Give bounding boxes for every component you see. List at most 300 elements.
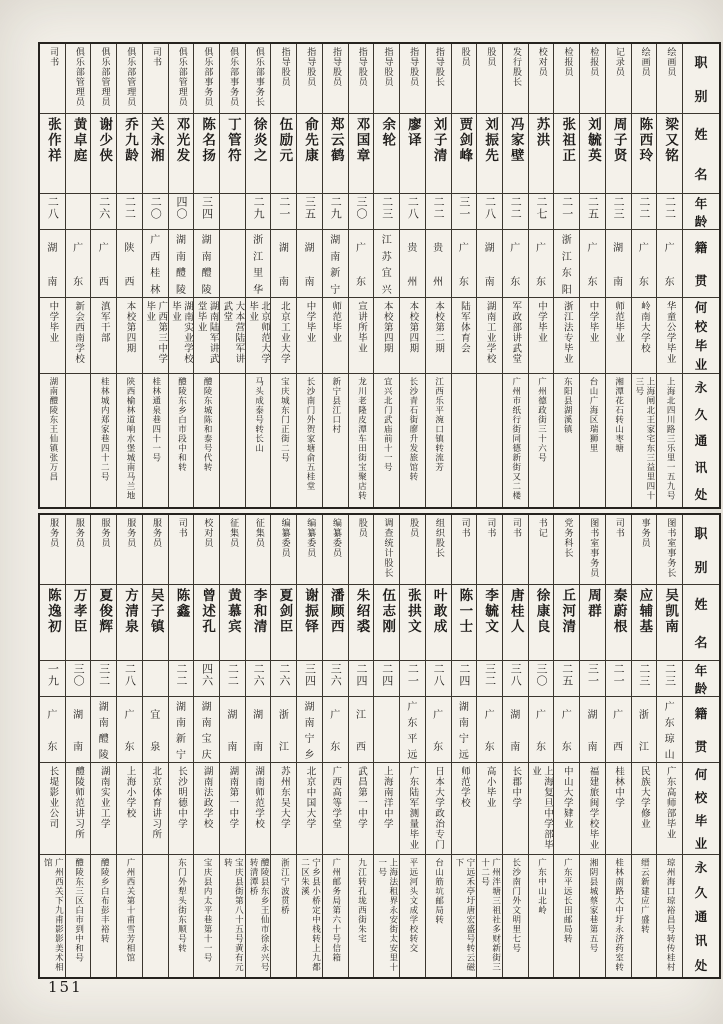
cell-origin — [194, 230, 219, 298]
job-text: 党务科长 — [562, 518, 573, 558]
name-text: 邓国章 — [353, 117, 370, 164]
cell-age — [606, 194, 631, 230]
school-text: 师范学校 — [458, 766, 470, 808]
cell-name — [400, 114, 425, 194]
person-column — [580, 44, 606, 507]
char: 湖 — [304, 243, 315, 255]
cell-name — [657, 114, 682, 194]
address-text: 醴陵东三区白市到中和号 — [73, 858, 84, 963]
cell-job — [143, 44, 168, 114]
cell-school — [220, 763, 245, 855]
name-text: 李和清 — [250, 588, 267, 635]
name-text: 陈一士 — [456, 588, 473, 635]
cell-name — [529, 114, 554, 194]
cell-origin — [271, 230, 296, 298]
cell-school — [426, 763, 451, 855]
char: 乡 — [304, 750, 315, 762]
school-text: 军政部讲武堂 — [510, 301, 522, 364]
person-column — [246, 515, 272, 977]
cell-job — [452, 44, 477, 114]
cell-age — [117, 661, 142, 697]
char: 广 — [124, 709, 135, 721]
char: 南 — [587, 742, 598, 754]
job-text: 检报员 — [562, 47, 573, 77]
origin-text — [117, 697, 142, 762]
cell-name — [117, 585, 142, 661]
char: 南 — [458, 717, 469, 729]
person-column — [503, 44, 529, 507]
person-column — [220, 44, 246, 507]
char: 陕 — [124, 243, 135, 255]
cell-job — [117, 515, 142, 585]
cell-address — [452, 374, 477, 507]
cell-address — [271, 855, 296, 977]
cell-origin — [91, 230, 116, 298]
person-column — [452, 44, 478, 507]
school-text: 广东陆军测量毕业 — [407, 766, 419, 850]
cell-origin — [426, 230, 451, 298]
job-text: 校对员 — [536, 47, 547, 77]
cell-age — [323, 194, 348, 230]
cell-job — [503, 515, 528, 585]
age-text: 二六 — [97, 196, 111, 220]
origin-text — [323, 230, 348, 297]
cell-job — [606, 44, 631, 114]
cell-origin — [40, 697, 65, 763]
school-text: 湖南实业学校毕业 — [169, 301, 193, 364]
char: 浙 — [253, 234, 264, 246]
char: 广 — [458, 243, 469, 255]
school-text: 中学毕业 — [536, 301, 548, 343]
cell-origin — [503, 697, 528, 763]
cell-school — [66, 298, 91, 374]
cell-name — [580, 585, 605, 661]
cell-name — [220, 585, 245, 661]
cell-age — [323, 661, 348, 697]
name-text: 朱绍裘 — [353, 588, 370, 635]
address-text: 桂林城内郑家巷四十二号 — [99, 377, 110, 482]
cell-address — [40, 855, 65, 977]
job-text: 发行股长 — [511, 47, 522, 87]
cell-origin — [503, 230, 528, 298]
address-text: 台山筋坑邮局转 — [433, 858, 444, 925]
job-text: 股员 — [485, 47, 496, 67]
cell-school — [169, 763, 194, 855]
char: 校 — [694, 319, 708, 335]
cell-origin — [271, 697, 296, 763]
name-text: 吴凯南 — [662, 588, 679, 635]
cell-origin — [40, 230, 65, 298]
roster-table-bottom — [38, 513, 721, 979]
origin-text — [194, 230, 219, 297]
job-text: 编纂委员 — [331, 518, 342, 558]
char: 东 — [330, 742, 341, 754]
cell-origin — [349, 230, 374, 298]
origin-text — [143, 230, 168, 297]
school-text: 北京体育讲习所 — [150, 766, 162, 840]
cell-row-header — [683, 194, 719, 230]
person-column — [503, 515, 529, 977]
cell-job — [143, 515, 168, 585]
school-text: 广西第三中学毕业 — [144, 301, 168, 364]
cell-school — [194, 763, 219, 855]
cell-age — [143, 194, 168, 230]
cell-origin — [632, 697, 657, 763]
cell-name — [426, 114, 451, 194]
row-header-text — [683, 763, 719, 854]
char: 广 — [587, 243, 598, 255]
cell-age — [66, 661, 91, 697]
cell-origin — [117, 697, 142, 763]
cell-address — [220, 374, 245, 507]
origin-text — [297, 697, 322, 762]
school-text: 上海小学校 — [124, 766, 136, 819]
job-text: 图书室事务员 — [588, 518, 599, 578]
cell-job — [554, 515, 579, 585]
origin-text — [374, 697, 399, 762]
name-text: 曾述孔 — [199, 588, 216, 635]
char: 西 — [124, 276, 135, 288]
origin-text — [606, 697, 631, 762]
school-text: 新会西南学校 — [73, 301, 85, 364]
char: 兴 — [381, 285, 392, 297]
age-text: 二八 — [123, 663, 137, 687]
char: 广 — [536, 243, 547, 255]
age-text: 一九 — [46, 663, 60, 687]
job-text: 俱乐部事务员 — [202, 47, 213, 107]
cell-name — [349, 585, 374, 661]
char: 湖 — [73, 709, 84, 721]
char: 南 — [330, 251, 341, 263]
name-text: 邓光发 — [173, 117, 190, 164]
address-text: 宝庆县街第八十五号黄有元转 — [222, 858, 244, 972]
age-text: 二六 — [277, 663, 291, 687]
cell-job — [66, 515, 91, 585]
char: 东 — [561, 742, 572, 754]
row-header-text — [683, 697, 719, 762]
cell-age — [169, 194, 194, 230]
row-header-column — [683, 44, 719, 507]
char: 华 — [253, 285, 264, 297]
cell-address — [606, 855, 631, 977]
cell-job — [529, 44, 554, 114]
char: 广 — [561, 709, 572, 721]
char: 西 — [613, 742, 624, 754]
person-column — [632, 44, 658, 507]
name-text: 徐炎之 — [250, 117, 267, 164]
name-text: 陈鑫 — [173, 588, 190, 619]
age-text: 二二 — [637, 196, 651, 220]
age-text: 二二 — [123, 196, 137, 220]
cell-school — [503, 298, 528, 374]
cell-age — [657, 194, 682, 230]
cell-job — [657, 44, 682, 114]
char: 龄 — [694, 681, 708, 696]
name-text: 潘顾西 — [327, 588, 344, 635]
cell-job — [40, 515, 65, 585]
address-text: 醴陵东乡白市段中和转 — [176, 377, 187, 472]
char: 醴 — [201, 268, 212, 280]
char: 宁 — [175, 750, 186, 762]
name-text: 应辅基 — [636, 588, 653, 635]
name-text: 刘毓英 — [584, 117, 601, 164]
address-text: 上海闸北王家宅东三益里四十三号 — [633, 377, 655, 501]
name-text: 梁又铭 — [662, 117, 679, 164]
cell-origin — [297, 697, 322, 763]
age-text: 二三 — [612, 196, 626, 220]
cell-origin — [554, 697, 579, 763]
char: 广 — [638, 243, 649, 255]
address-text: 台山广海区瑞狮里 — [587, 377, 598, 453]
cell-name — [477, 114, 502, 194]
origin-text — [349, 697, 374, 762]
char: 东 — [407, 717, 418, 729]
cell-name — [554, 585, 579, 661]
origin-text — [169, 230, 194, 297]
origin-text — [323, 697, 348, 762]
cell-school — [632, 763, 657, 855]
address-text: 江西乐平涴口镇转流芳 — [433, 377, 444, 472]
age-text: 二二 — [226, 663, 240, 687]
cell-address — [297, 374, 322, 507]
age-text: 二二 — [432, 196, 446, 220]
age-text: 二一 — [406, 663, 420, 687]
person-column — [169, 44, 195, 507]
cell-address — [194, 374, 219, 507]
cell-name — [323, 585, 348, 661]
name-text: 万孝臣 — [70, 588, 87, 635]
cell-name — [40, 114, 65, 194]
cell-origin — [323, 697, 348, 763]
cell-origin — [143, 230, 168, 298]
name-text: 刘子清 — [430, 117, 447, 164]
name-text: 苏洪 — [533, 117, 550, 148]
name-text: 谢少侠 — [96, 117, 113, 164]
age-text: 二五 — [586, 196, 600, 220]
address-text: 马头成泰号转长山 — [253, 377, 264, 453]
school-text: 高小毕业 — [484, 766, 496, 808]
cell-origin — [400, 697, 425, 763]
cell-name — [349, 114, 374, 194]
char: 醴 — [175, 268, 186, 280]
age-text: 二二 — [174, 663, 188, 687]
job-text: 编纂委员 — [279, 518, 290, 558]
age-text: 二一 — [277, 196, 291, 220]
cell-origin — [452, 697, 477, 763]
char: 广 — [407, 701, 418, 713]
cell-age — [271, 194, 296, 230]
cell-address — [529, 374, 554, 507]
char: 广 — [98, 243, 109, 255]
cell-name — [246, 585, 271, 661]
cell-name — [246, 114, 271, 194]
cell-job — [426, 515, 451, 585]
char: 宝 — [201, 734, 212, 746]
char: 久 — [694, 884, 708, 900]
school-text: 湖南法政学校 — [201, 766, 213, 829]
school-text: 长堤影业公司 — [47, 766, 59, 829]
address-text: 桂林南路大中圩永济药室转 — [613, 858, 624, 972]
char: 琼 — [664, 734, 675, 746]
name-text: 夏剑臣 — [276, 588, 293, 635]
job-text: 书记 — [536, 518, 547, 538]
address-text: 醴陵乡白布彭丰裕转 — [99, 858, 110, 944]
char: 湖 — [175, 234, 186, 246]
char: 东 — [510, 276, 521, 288]
cell-school — [323, 763, 348, 855]
school-text: 师范毕业 — [330, 301, 342, 343]
person-column — [66, 44, 92, 507]
school-text: 湖南师范学校 — [253, 766, 265, 829]
cell-address — [400, 374, 425, 507]
cell-origin — [606, 697, 631, 763]
address-text: 广州德政街三十六号 — [536, 377, 547, 463]
cell-age — [194, 194, 219, 230]
person-column — [426, 515, 452, 977]
cell-school — [143, 298, 168, 374]
name-text: 吴子镇 — [147, 588, 164, 635]
cell-age — [503, 661, 528, 697]
age-text: 四〇 — [174, 196, 188, 220]
cell-name — [580, 114, 605, 194]
job-text: 指导股员 — [382, 47, 393, 87]
age-text: 二一 — [612, 663, 626, 687]
address-text: 上海北四川路三乐里一五九号 — [665, 377, 676, 501]
cell-age — [400, 194, 425, 230]
cell-age — [452, 194, 477, 230]
person-column — [297, 44, 323, 507]
job-text: 司书 — [48, 47, 59, 67]
char: 南 — [175, 251, 186, 263]
age-text: 二四 — [457, 663, 471, 687]
address-text: 广州西关下九甫影影美术相馆 — [42, 858, 64, 972]
age-text: 二八 — [483, 196, 497, 220]
cell-address — [606, 374, 631, 507]
cell-name — [194, 585, 219, 661]
name-text: 乔九龄 — [122, 117, 139, 164]
char: 湖 — [458, 701, 469, 713]
cell-school — [580, 298, 605, 374]
cell-school — [40, 763, 65, 855]
char: 浙 — [278, 709, 289, 721]
person-column — [632, 515, 658, 977]
cell-school — [452, 298, 477, 374]
job-text: 股员 — [408, 518, 419, 538]
cell-name — [271, 585, 296, 661]
origin-text — [220, 697, 245, 762]
age-text: 三〇 — [72, 663, 86, 687]
school-text: 中学毕业 — [304, 301, 316, 343]
cell-job — [426, 44, 451, 114]
address-text: 陕西榆林道响水堡城南马兰地 — [125, 377, 136, 501]
char: 湖 — [253, 709, 264, 721]
char: 湖 — [201, 701, 212, 713]
cell-origin — [66, 697, 91, 763]
char: 名 — [694, 167, 708, 183]
cell-school — [606, 763, 631, 855]
cell-age — [220, 194, 245, 230]
char: 职 — [694, 526, 708, 542]
cell-school — [297, 763, 322, 855]
char: 南 — [98, 717, 109, 729]
char: 陵 — [175, 285, 186, 297]
cell-row-header — [683, 114, 719, 194]
name-text: 张作祥 — [44, 117, 61, 164]
cell-origin — [66, 230, 91, 298]
cell-age — [349, 194, 374, 230]
origin-text — [143, 697, 168, 762]
job-text: 校对员 — [202, 518, 213, 548]
person-column — [400, 44, 426, 507]
cell-origin — [143, 697, 168, 763]
school-text: 福建旅闽学校毕业 — [587, 766, 599, 850]
cell-age — [143, 661, 168, 697]
origin-text — [554, 697, 579, 762]
origin-text — [40, 697, 65, 762]
cell-name — [374, 114, 399, 194]
cell-age — [477, 661, 502, 697]
cell-address — [246, 855, 271, 977]
person-column — [194, 515, 220, 977]
char: 阳 — [561, 285, 572, 297]
name-text: 张祖正 — [559, 117, 576, 164]
cell-address — [169, 374, 194, 507]
cell-school — [477, 763, 502, 855]
school-text: 浙江法专毕业 — [561, 301, 573, 364]
person-column — [554, 44, 580, 507]
char: 广 — [150, 234, 161, 246]
name-text: 关永湘 — [147, 117, 164, 164]
person-column — [374, 44, 400, 507]
char: 东 — [484, 742, 495, 754]
origin-text — [400, 697, 425, 762]
cell-job — [246, 44, 271, 114]
cell-age — [91, 194, 116, 230]
age-text: 二七 — [535, 196, 549, 220]
name-text: 刘振先 — [482, 117, 499, 164]
school-text: 大本营陆军讲武堂 — [221, 301, 245, 364]
cell-address — [374, 374, 399, 507]
age-text: 二五 — [560, 663, 574, 687]
school-text: 湖南陆军讲武堂毕业 — [195, 301, 219, 364]
person-column — [66, 515, 92, 977]
age-text: 三二 — [483, 663, 497, 687]
cell-name — [117, 114, 142, 194]
char: 广 — [433, 709, 444, 721]
school-text: 本校第二期 — [433, 301, 445, 354]
cell-school — [40, 298, 65, 374]
job-text: 图书室事务长 — [665, 518, 676, 578]
char: 湖 — [98, 701, 109, 713]
cell-school — [271, 298, 296, 374]
cell-name — [374, 585, 399, 661]
cell-name — [632, 114, 657, 194]
cell-age — [452, 661, 477, 697]
cell-school — [632, 298, 657, 374]
cell-school — [246, 763, 271, 855]
cell-school — [91, 298, 116, 374]
char: 陵 — [201, 285, 212, 297]
origin-text — [66, 697, 91, 762]
cell-address — [632, 374, 657, 507]
cell-name — [323, 114, 348, 194]
cell-job — [632, 44, 657, 114]
char: 浙 — [561, 234, 572, 246]
person-column — [426, 44, 452, 507]
cell-address — [40, 374, 65, 507]
cell-job — [297, 515, 322, 585]
person-column — [143, 44, 169, 507]
